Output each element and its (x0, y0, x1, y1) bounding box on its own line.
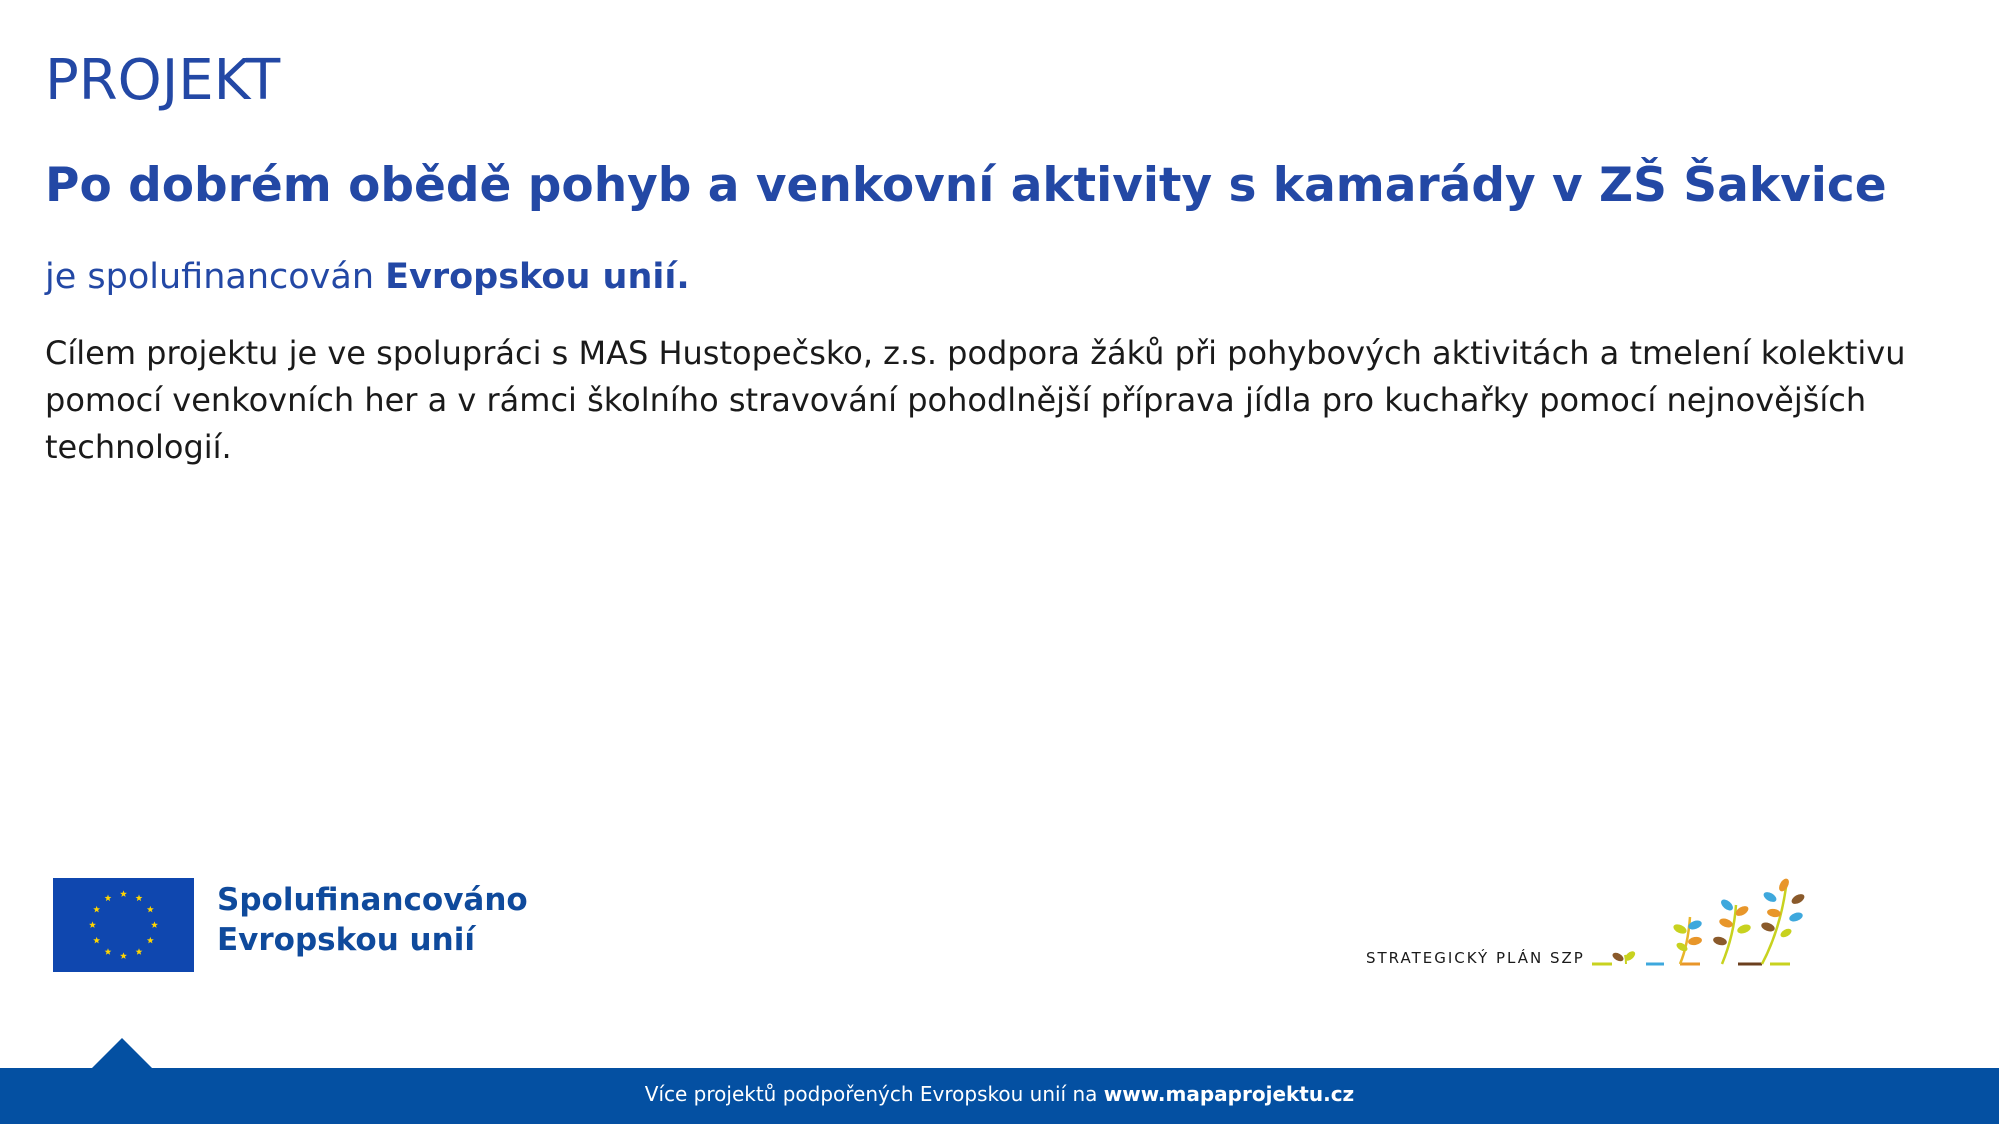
eu-star (105, 948, 112, 955)
eu-star (120, 890, 127, 897)
eu-logo-line1: Spolufinancováno (217, 882, 528, 918)
eu-star (147, 906, 154, 913)
footer-text (0, 1082, 1999, 1106)
eu-star (89, 921, 96, 928)
eu-star (147, 937, 154, 944)
project-title: Po dobrém obědě pohyb a venkovní aktivity s kamarády v ZŠ Šakvice (45, 158, 1887, 213)
szp-logo-text: STRATEGICKÝ PLÁN SZP (1366, 949, 1585, 967)
cofinancing-prefix: je spolufinancován (45, 257, 386, 297)
project-label: PROJEKT (45, 48, 281, 113)
cofinancing-emphasis: Evropskou unií. (385, 257, 690, 297)
szp-sprouts-icon (1590, 875, 1820, 975)
eu-logo-line2: Evropskou unií (217, 922, 475, 958)
footer-prefix: Více projektů podpořených Evropskou unií na (644, 1082, 1104, 1106)
cofinancing-line (45, 257, 690, 297)
eu-star (93, 937, 100, 944)
eu-logo-text (217, 880, 528, 960)
eu-star (120, 952, 127, 959)
eu-star (93, 906, 100, 913)
footer-link[interactable]: www.mapaprojektu.cz (1103, 1082, 1355, 1106)
eu-star (136, 948, 143, 955)
eu-star (105, 895, 112, 902)
project-description: Cílem projektu je ve spolupráci s MAS Hustopečsko, z.s. podpora žáků při pohybových aktivitách a tmelení kolektivu pomocí venkovních her a v rámci školního stravování pohodlnější příprava jídla pro kuchařky pomocí nejnovějších technologií. (45, 334, 1906, 466)
eu-star (151, 921, 158, 928)
eu-flag-icon (53, 878, 194, 972)
eu-star (136, 895, 143, 902)
footer-notch (91, 1038, 153, 1069)
